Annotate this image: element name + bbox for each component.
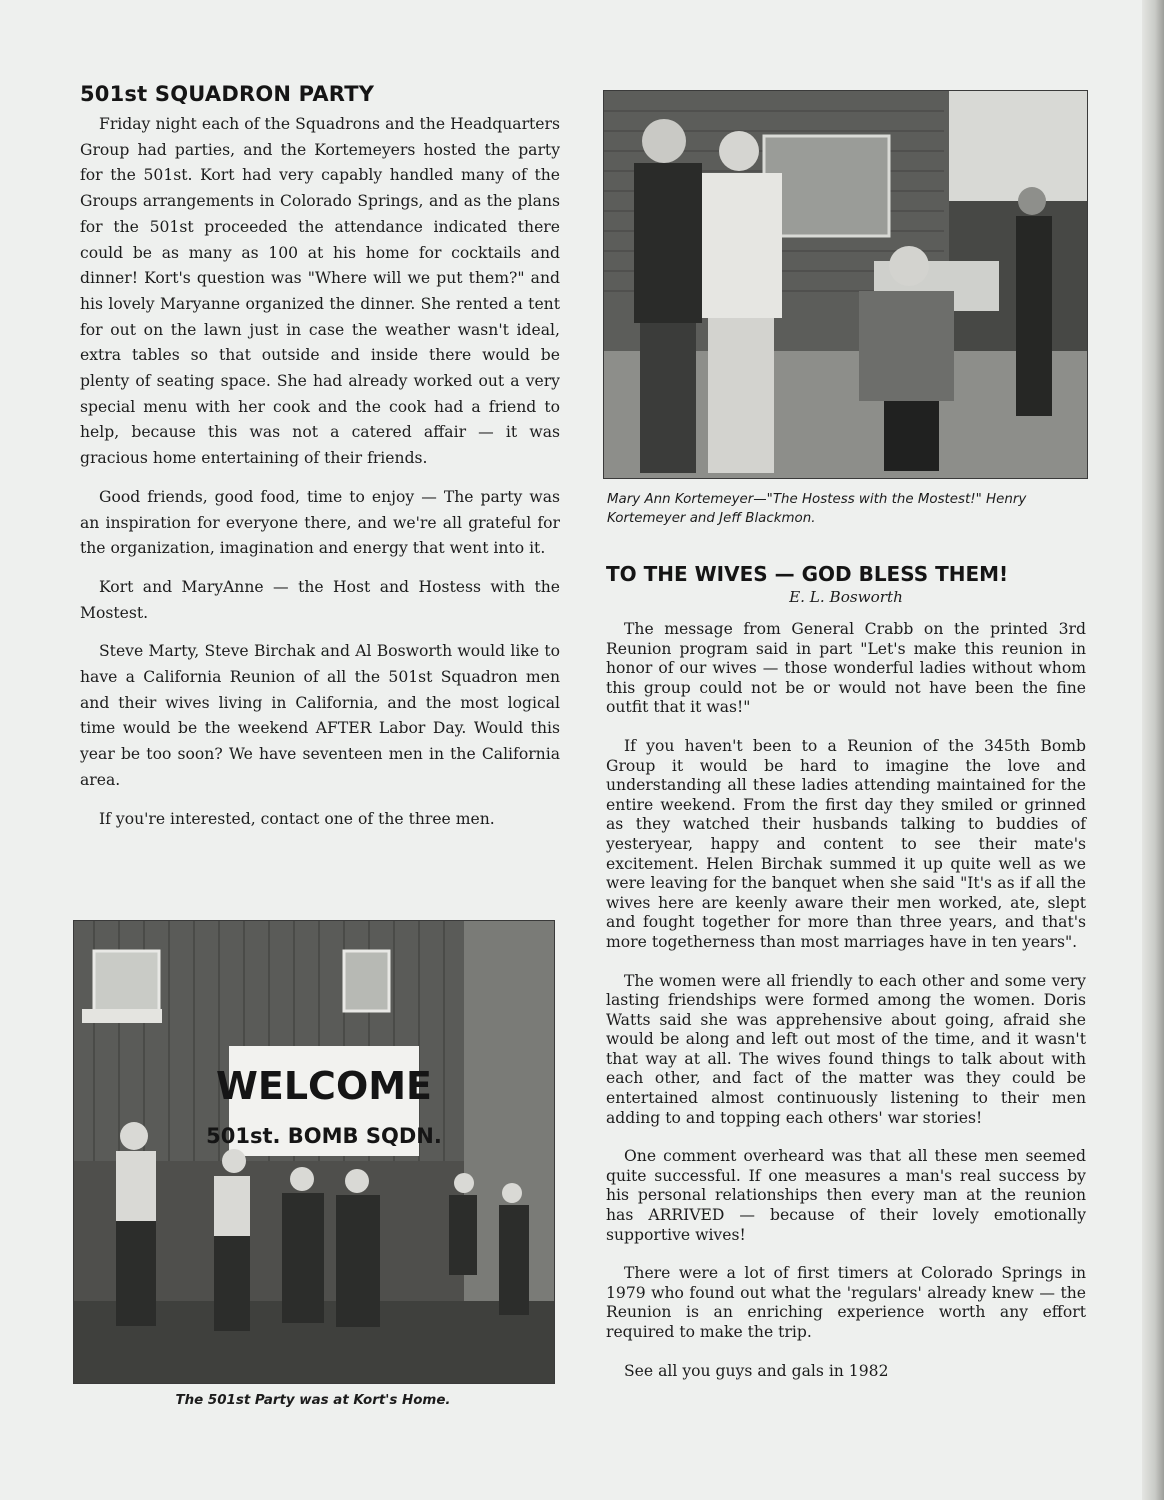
paragraph: The message from General Crabb on the printed 3rd Reunion program said in part "Let's make this reunion in honor of our wives — those wonderful ladies without whom this group could not be or would not have been the fine outfit that it was!" [606,620,1086,717]
paragraph: Friday night each of the Squadrons and the Headquarters Group had parties, and the Kortemeyers hosted the party for the 501st. Kort had very capably handled many of the Groups arrangements in Colorado Springs, and as the plans for the 501st proceeded the attendance indicated there could be as many as 100 at his home for cocktails and dinner! Kort's question was "Where will we put them?" and his lovely Maryanne organized the dinner. She rented a tent for out on the lawn just in case the weather wasn't ideal, extra tables so that outside and inside there would be plenty of seating space. She had already worked out a very special menu with her cook and the cook had a friend to help, because this was not a catered affair — it was gracious home entertaining of their friends. [80,115,560,468]
banner-squadron-text: 501st. BOMB SQDN. [206,1124,442,1148]
paragraph: Kort and MaryAnne — the Host and Hostess with the Mostest. [80,577,560,622]
paragraph: One comment overheard was that all these men seemed quite successful. If one measures a man's real success by his personal relationships then every man at the reunion has ARRIVED — because of their lovely emotionally supportive wives! [606,1147,1086,1244]
paragraph: Steve Marty, Steve Birchak and Al Bosworth would like to have a California Reunion of all the 501st Squadron men and their wives living in California, and the most logical time would be the weekend AFTER Labor Day. Would this year be too soon? We have seventeen men in the California area. [80,642,560,789]
banner-welcome-text: WELCOME [215,1064,433,1108]
byline: E. L. Bosworth [789,588,903,606]
paragraph: See all you guys and gals in 1982 [624,1361,889,1380]
photo-caption-right: Mary Ann Kortemeyer—"The Hostess with the Mostest!" Henry Kortemeyer and Jeff Blackmon. [607,492,1027,526]
paragraph: If you're interested, contact one of the three men. [99,809,495,828]
article-heading-501st: 501st SQUADRON PARTY [80,82,375,106]
page-edge-shadow [1142,0,1164,1500]
paragraph: The women were all friendly to each other and some very lasting friendships were formed among the women. Doris Watts said she was apprehensive about going, afraid she would be along and left out most of the time, and it wasn't that way at all. The wives found things to talk about with each other, and fact of the matter was they could be entertained almost continuously listening to their men adding to and topping each others' war stories! [606,971,1086,1127]
right-column-body [606,620,1086,1381]
left-column [80,82,560,845]
paragraph: There were a lot of first timers at Colorado Springs in 1979 who found out what the 'regulars' already knew — the Reunion is an enriching experience worth any effort required to make the trip. [606,1264,1086,1341]
right-column [606,562,1086,1400]
paragraph: Good friends, good food, time to enjoy — The party was an inspiration for everyone there, and we're all grateful for the organization, imagination and energy that went into it. [80,487,560,558]
article-heading-wives: TO THE WIVES — GOD BLESS THEM! [606,562,1009,586]
photo-hostess-group [603,90,1088,479]
photo-caption-left: The 501st Party was at Kort's Home. [175,1393,451,1408]
paragraph: If you haven't been to a Reunion of the 345th Bomb Group it would be hard to imagine the love and understanding all these ladies attending maintained for the entire weekend. From the first day they smiled or grinned as they watched their husbands talking to buddies of yesteryear, happy and content to see their mate's excitement. Helen Birchak summed it up quite well as we were leaving for the banquet when she said "It's as if all the wives here are keenly aware their men worked, ate, slept and fought together for more than three years, and that's more togetherness than most marriages have in ten years". [606,736,1086,951]
photo-welcome-house [73,920,555,1384]
